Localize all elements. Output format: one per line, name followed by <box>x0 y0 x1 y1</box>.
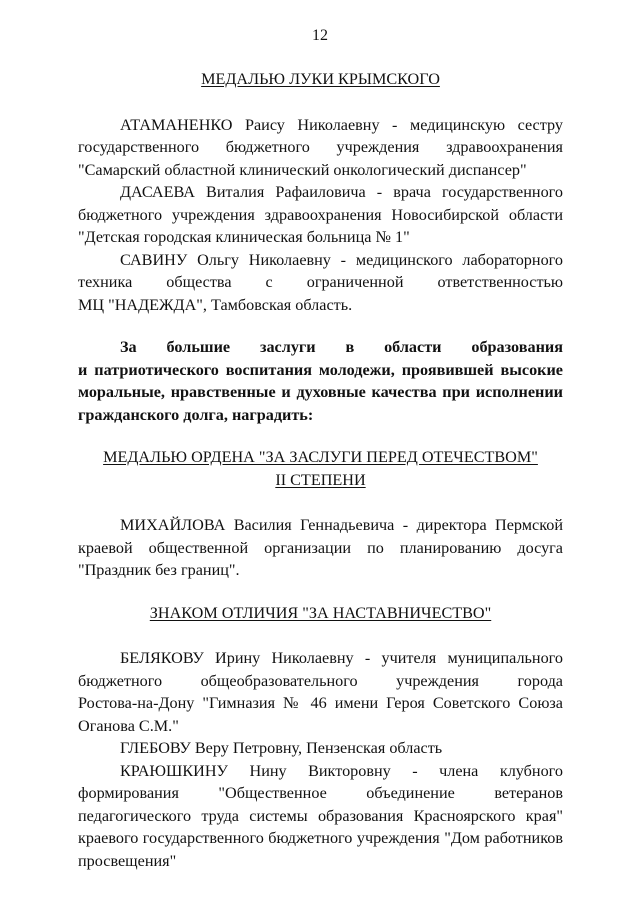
entry-line: просвещения" <box>78 851 177 870</box>
award-entry <box>78 181 563 249</box>
entry-line: АТАМАНЕНКО Раису Николаевну - медицинскую сестру <box>120 115 563 134</box>
entry-line: формирования "Общественное объединение ветеранов <box>78 784 563 802</box>
award-entry <box>78 114 563 182</box>
entry-line: ДАСАЕВА Виталия Рафаиловича - врача государственного <box>120 183 563 201</box>
decree-line: и патриотического воспитания молодежи, проявившей высокие <box>78 360 563 379</box>
section-heading-line: II СТЕПЕНИ <box>275 470 366 489</box>
entry-line: государственного бюджетного учреждения здравоохранения <box>78 138 563 156</box>
decree-line: гражданского долга, наградить: <box>78 405 314 424</box>
entry-line: МЦ "НАДЕЖДА", Тамбовская область. <box>78 295 353 314</box>
entry-line: краевой общественной организации по планированию досуга <box>78 538 563 557</box>
award-decree <box>78 336 563 426</box>
entry-line: бюджетного учреждения здравоохранения Новосибирской области <box>78 205 563 224</box>
entry-line: бюджетного общеобразовательного учреждения города <box>78 671 563 690</box>
entry-line: Оганова С.М." <box>78 716 179 735</box>
award-entry <box>78 737 563 760</box>
entry-line: краевого государственного бюджетного учреждения "Дом работников <box>78 829 563 847</box>
entry-line: БЕЛЯКОВУ Ирину Николаевну - учителя муниципального <box>120 649 563 667</box>
section-heading-line: МЕДАЛЬЮ ОРДЕНА "ЗА ЗАСЛУГИ ПЕРЕД ОТЕЧЕСТВОМ" <box>103 448 538 466</box>
award-entry <box>78 514 563 582</box>
entry-line: "Детская городская клиническая больница № 1" <box>78 228 410 246</box>
section-heading-luka-krymsky-medal: МЕДАЛЬЮ ЛУКИ КРЫМСКОГО <box>201 70 440 88</box>
section-heading-order-medal <box>78 446 563 491</box>
entry-line: ГЛЕБОВУ Веру Петровну, Пензенская область <box>120 739 443 757</box>
entry-line: КРАЮШКИНУ Нину Викторовну - члена клубного <box>120 761 563 780</box>
award-entry <box>78 647 563 737</box>
award-entry <box>78 249 563 317</box>
entry-line: Ростова-на-Дону "Гимназия № 46 имени Героя Советского Союза <box>78 694 563 712</box>
award-entry <box>78 760 563 873</box>
document-body <box>78 68 563 872</box>
entry-line: МИХАЙЛОВА Василия Геннадьевича - директора Пермской <box>120 516 563 534</box>
page-number: 12 <box>312 27 328 44</box>
entry-line: техника общества с ограниченной ответственностью <box>78 273 563 291</box>
decree-line: моральные, нравственные и духовные качества при исполнении <box>78 383 563 401</box>
entry-line: "Праздник без границ". <box>78 561 240 579</box>
decree-line: За большие заслуги в области образования <box>120 338 563 356</box>
entry-line: "Самарский областной клинический онкологический диспансер" <box>78 160 527 179</box>
section-heading-mentorship-badge: ЗНАКОМ ОТЛИЧИЯ "ЗА НАСТАВНИЧЕСТВО" <box>149 603 492 622</box>
entry-line: САВИНУ Ольгу Николаевну - медицинского лабораторного <box>120 250 563 269</box>
entry-line: педагогического труда системы образования Красноярского края" <box>78 806 563 825</box>
